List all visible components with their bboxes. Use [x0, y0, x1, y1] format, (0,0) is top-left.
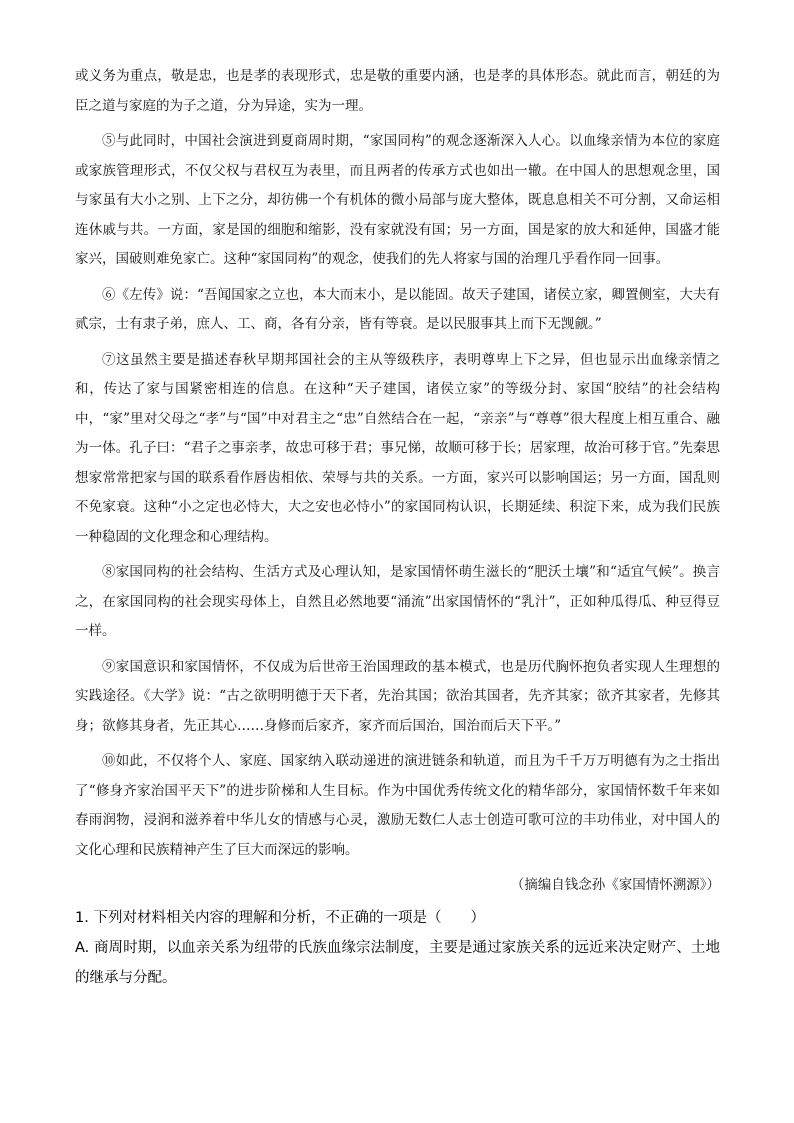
paragraph-5: ⑤与此同时，中国社会演进到夏商周时期，“家国同构”的观念逐渐深入人心。以血缘亲情为本位的家庭或家族管理形式，不仅父权与君权互为表里，而且两者的传承方式也如出一辙。在中国人的思想观念里，国与家虽有大小之别、上下之分，却彷佛一个有机体的微小局部与庞大整体，既息息相关不可分割，又命运相连休戚与共。一方面，家是国的细胞和缩影，没有家就没有国；另一方面，国是家的放大和延伸，国盛才能家兴，国破则难免家亡。这种“家国同构”的观念，使我们的先人将家与国的治理几乎看作同一回事。 [75, 133, 720, 267]
source-citation: （摘编自钱念孙《家国情怀溯源》） [510, 877, 720, 893]
paragraph-continuation: 或义务为重点，敬是忠，也是孝的表现形式，忠是敬的重要内涵，也是孝的具体形态。就此而言，朝廷的为臣之道与家庭的为子之道，分为异途，实为一理。 [75, 68, 720, 114]
paragraph-10: ⑩如此，不仅将个人、家庭、国家纳入联动递进的演进链条和轨道，而且为千千万万明德有为之士指出了“修身齐家治国平天下”的进步阶梯和人生目标。作为中国优秀传统文化的精华部分，家国情怀数千年来如春雨润物，浸润和滋养着中华儿女的情感与心灵，激励无数仁人志士创造可歌可泣的丰功伟业，对中国人的文化心理和民族精神产生了巨大而深远的影响。 [75, 753, 720, 858]
document-page [75, 62, 720, 993]
paragraph-7: ⑦这虽然主要是描述春秋早期邦国社会的主从等级秩序，表明尊卑上下之异，但也显示出血缘亲情之和，传达了家与国紧密相连的信息。在这种“天子建国，诸侯立家”的等级分封、家国“胶结”的社会结构中，“家”里对父母之“孝”与“国”中对君主之“忠”自然结合在一起，“亲亲”与“尊尊”很大程度上相互重合、融为一体。孔子曰：“君子之事亲孝，故忠可移于君；事兄悌，故顺可移于长；居家理，故治可移于官。”先秦思想家常常把家与国的联系看作唇齿相依、荣辱与共的关系。一方面，家兴可以影响国运；另一方面，国乱则不免家衰。这种“小之定也必恃大，大之安也必恃小”的家国同构认识，长期延续、积淀下来，成为我们民族一种稳固的文化理念和心理结构。 [75, 351, 720, 545]
paragraph-9: ⑨家国意识和家国情怀，不仅成为后世帝王治国理政的基本模式，也是历代胸怀抱负者实现人生理想的实践途径。《大学》说：“古之欲明明德于天下者，先治其国；欲治其国者，先齐其家；欲齐其家者，先修其身；欲修其身者，先正其心……身修而后家齐，家齐而后国治，国治而后天下平。” [75, 658, 720, 734]
paragraph-8: ⑧家国同构的社会结构、生活方式及心理认知，是家国情怀萌生滋长的“肥沃土壤”和“适宜气候”。换言之，在家国同构的社会现实母体上，自然且必然地要“涌流”出家国情怀的“乳汁”，正如种瓜得瓜、种豆得豆一样。 [75, 564, 720, 639]
paragraph-6: ⑥《左传》说：“吾闻国家之立也，本大而末小，是以能固。故天子建国，诸侯立家，卿置侧室，大夫有贰宗，士有隶子弟，庶人、工、商，各有分亲，皆有等衰。是以民服事其上而下无觊觎。” [75, 286, 720, 332]
question-stem: 1. 下列对材料相关内容的理解和分析，不正确的一项是（ ） [75, 909, 485, 926]
question-option-a: A. 商周时期，以血亲关系为纽带的氏族血缘宗法制度，主要是通过家族关系的远近来决定财产、土地的继承与分配。 [75, 939, 720, 986]
